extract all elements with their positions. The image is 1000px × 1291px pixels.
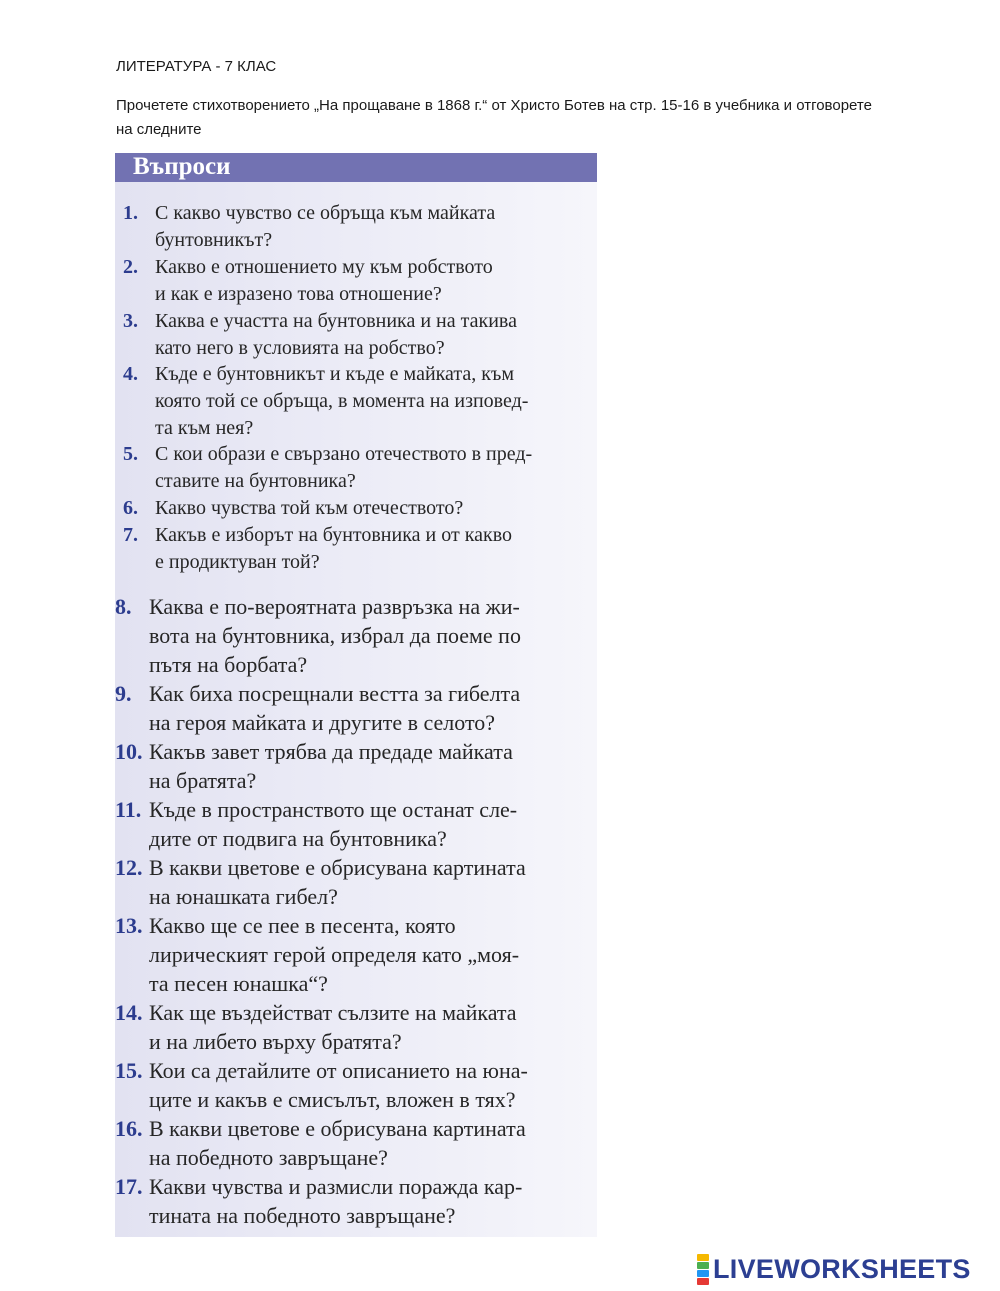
logo-block-l bbox=[697, 1254, 709, 1261]
question-item bbox=[123, 308, 593, 362]
question-text: С какво чувство се обръща към майката бунтовникът? bbox=[155, 202, 496, 251]
question-text: Какъв завет трябва да предаде майката на братята? bbox=[149, 739, 513, 793]
questions-title: Въпроси bbox=[133, 153, 231, 180]
question-item bbox=[123, 254, 593, 308]
liveworksheets-mark-icon bbox=[697, 1253, 709, 1285]
question-text: Къде в пространството ще останат сле- дите от подвига на бунтовника? bbox=[149, 797, 518, 851]
question-number: 10. bbox=[115, 739, 143, 764]
liveworksheets-logo bbox=[697, 1254, 971, 1284]
question-text: С кои образи е свързано отечеството в пред- ставите на бунтовника? bbox=[155, 443, 533, 492]
question-text: Какво ще се пее в песента, която лирическият герой определя като „моя- та песен юнашка“? bbox=[149, 913, 520, 996]
question-item bbox=[115, 1114, 593, 1172]
question-text: Къде е бунтовникът и къде е майката, към която той се обръща, в момента на изповед- та към нея? bbox=[155, 363, 529, 439]
question-number: 14. bbox=[115, 1000, 143, 1025]
question-item bbox=[115, 679, 593, 737]
question-text: Каква е участта на бунтовника и на такива като него в условията на робство? bbox=[155, 310, 517, 359]
instructions-text: Прочетете стихотворението „На прощаване в 1868 г.“ от Христо Ботев на стр. 15-16 в учебника и отговорете на следните bbox=[116, 97, 872, 138]
question-item bbox=[115, 911, 593, 998]
question-item bbox=[123, 200, 593, 254]
logo-block-v bbox=[697, 1270, 709, 1277]
question-text: Как ще въздействат сълзите на майката и на либето върху братята? bbox=[149, 1000, 517, 1054]
question-item bbox=[115, 795, 593, 853]
question-text: Как биха посрещнали вестта за гибелта на героя майката и другите в селото? bbox=[149, 681, 521, 735]
question-number: 7. bbox=[123, 524, 138, 546]
questions-panel bbox=[115, 153, 597, 1237]
question-text: Какво е отношението му към робството и как е изразено това отношение? bbox=[155, 256, 493, 305]
question-number: 9. bbox=[115, 681, 132, 706]
questions-title-bar bbox=[115, 153, 597, 182]
question-number: 4. bbox=[123, 363, 138, 385]
question-number: 13. bbox=[115, 913, 143, 938]
question-number: 11. bbox=[115, 797, 142, 822]
logo-block-i bbox=[697, 1262, 709, 1269]
question-number: 8. bbox=[115, 594, 132, 619]
question-number: 3. bbox=[123, 310, 138, 332]
question-number: 16. bbox=[115, 1116, 143, 1141]
question-number: 5. bbox=[123, 443, 138, 465]
question-item bbox=[123, 522, 593, 576]
question-text: В какви цветове е обрисувана картината на победното завръщане? bbox=[149, 1116, 526, 1170]
question-number: 6. bbox=[123, 497, 138, 519]
question-number: 1. bbox=[123, 202, 138, 224]
question-text: Какво чувства той към отечеството? bbox=[155, 497, 464, 519]
question-number: 12. bbox=[115, 855, 143, 880]
question-item bbox=[115, 998, 593, 1056]
question-item bbox=[115, 1056, 593, 1114]
question-item bbox=[123, 441, 593, 495]
question-item bbox=[115, 853, 593, 911]
question-text: Кои са детайлите от описанието на юна- ците и какъв е смисълът, вложен в тях? bbox=[149, 1058, 528, 1112]
question-item bbox=[115, 1172, 593, 1230]
logo-text: LIVEWORKSHEETS bbox=[713, 1253, 971, 1284]
question-item bbox=[115, 592, 593, 679]
question-number: 15. bbox=[115, 1058, 143, 1083]
question-text: Какви чувства и размисли поражда кар- тината на победното завръщане? bbox=[149, 1174, 523, 1228]
question-number: 2. bbox=[123, 256, 138, 278]
question-item bbox=[123, 495, 593, 522]
logo-block-e bbox=[697, 1278, 709, 1285]
question-text: Каква е по-вероятната развръзка на жи- вота на бунтовника, избрал да поеме по пътя на борбата? bbox=[149, 594, 521, 677]
question-number: 17. bbox=[115, 1174, 143, 1199]
question-item bbox=[115, 737, 593, 795]
question-text: Какъв е изборът на бунтовника и от какво е продиктуван той? bbox=[155, 524, 513, 573]
subject-header: ЛИТЕРАТУРА - 7 КЛАС bbox=[116, 58, 277, 75]
question-item bbox=[123, 361, 593, 442]
question-text: В какви цветове е обрисувана картината на юнашката гибел? bbox=[149, 855, 526, 909]
